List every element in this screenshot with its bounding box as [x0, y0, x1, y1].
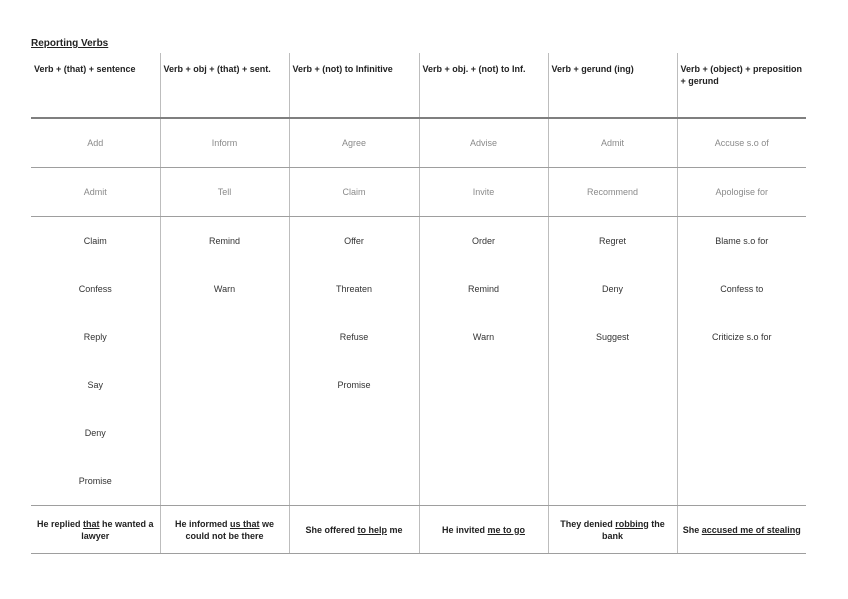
table-row [31, 168, 806, 217]
example-text: He informed [174, 518, 230, 529]
column-header: Verb + gerund (ing) [548, 53, 677, 118]
table-cell [677, 361, 806, 409]
table-cell: Advise [419, 118, 548, 168]
table-cell: Suggest [548, 313, 677, 361]
example-text: They denied [560, 518, 616, 529]
table-cell: Refuse [289, 313, 419, 361]
example-cell [289, 506, 419, 554]
header-row [31, 53, 806, 118]
column-header: Verb + (that) + sentence [31, 53, 160, 118]
example-underlined-text: to help [357, 524, 387, 535]
table-cell: Deny [548, 265, 677, 313]
example-row [31, 506, 806, 554]
example-text: we could not be there [185, 518, 275, 541]
table-row [31, 265, 806, 313]
table-cell [289, 457, 419, 506]
table-cell [160, 409, 289, 457]
document-title: Reporting Verbs [31, 38, 109, 49]
table-cell: Confess to [677, 265, 806, 313]
table-cell: Recommend [548, 168, 677, 217]
example-underlined-text: that [83, 518, 100, 529]
table-cell [677, 457, 806, 506]
table-cell: Claim [83, 236, 107, 246]
table-cell: Confess [78, 284, 112, 294]
table-cell: Warn [160, 265, 289, 313]
table-cell: Apologise for [677, 168, 806, 217]
table-row [31, 361, 806, 409]
table-row [31, 457, 806, 506]
table-cell [419, 361, 548, 409]
table-cell: Say [87, 380, 103, 390]
column-header: Verb + (not) to Infinitive [289, 53, 419, 118]
example-cell [548, 506, 677, 554]
table-cell: Promise [31, 457, 160, 506]
example-cell [419, 506, 548, 554]
example-text: the bank [601, 518, 665, 541]
example-underlined-text: robbing [615, 518, 649, 529]
table-cell: Remind [419, 265, 548, 313]
table-cell [160, 457, 289, 506]
table-cell: Admit [548, 118, 677, 168]
table-cell: Tell [160, 168, 289, 217]
example-text: She [682, 524, 702, 535]
example-underlined-text: accused me of stealing [701, 524, 801, 535]
table-cell [160, 313, 289, 361]
column-header: Verb + obj + (that) + sent. [160, 53, 289, 118]
table-cell [677, 409, 806, 457]
table-cell: Admit [31, 168, 160, 217]
table-cell: Agree [289, 118, 419, 168]
example-cell [677, 506, 806, 554]
table-cell: Criticize s.o for [677, 313, 806, 361]
table-cell: Promise [289, 361, 419, 409]
table-cell: Threaten [289, 265, 419, 313]
table-cell [419, 409, 548, 457]
column-header: Verb + (object) + preposition + gerund [677, 53, 806, 118]
example-cell [31, 506, 160, 554]
table-row [31, 118, 806, 168]
example-text: He replied [36, 518, 83, 529]
example-text: me [387, 524, 403, 535]
table-row [31, 313, 806, 361]
table-cell: Inform [160, 118, 289, 168]
example-text: he wanted a lawyer [81, 518, 154, 541]
table-cell: Accuse s.o of [677, 118, 806, 168]
table-cell: Warn [419, 313, 548, 361]
table-row [31, 409, 806, 457]
table-cell: Claim [289, 168, 419, 217]
reporting-verbs-table [31, 53, 806, 554]
table-cell [548, 361, 677, 409]
table-cell [548, 457, 677, 506]
table-cell [419, 457, 548, 506]
column-header: Verb + obj. + (not) to Inf. [419, 53, 548, 118]
table-cell: Blame s.o for [677, 217, 806, 266]
table-cell: Reply [83, 332, 107, 342]
table-cell: Add [31, 118, 160, 168]
example-underlined-text: me to go [487, 524, 525, 535]
table-cell [160, 361, 289, 409]
table-cell: Deny [84, 428, 106, 438]
example-underlined-text: us that [229, 518, 260, 529]
example-cell [160, 506, 289, 554]
example-text: She offered [305, 524, 358, 535]
example-text: He invited [441, 524, 488, 535]
table-cell [289, 409, 419, 457]
table-cell [548, 409, 677, 457]
table-row [31, 217, 806, 266]
table-cell: Remind [160, 217, 289, 266]
table-cell: Invite [419, 168, 548, 217]
table-cell: Regret [548, 217, 677, 266]
table-cell: Order [419, 217, 548, 266]
table-cell: Offer [289, 217, 419, 266]
